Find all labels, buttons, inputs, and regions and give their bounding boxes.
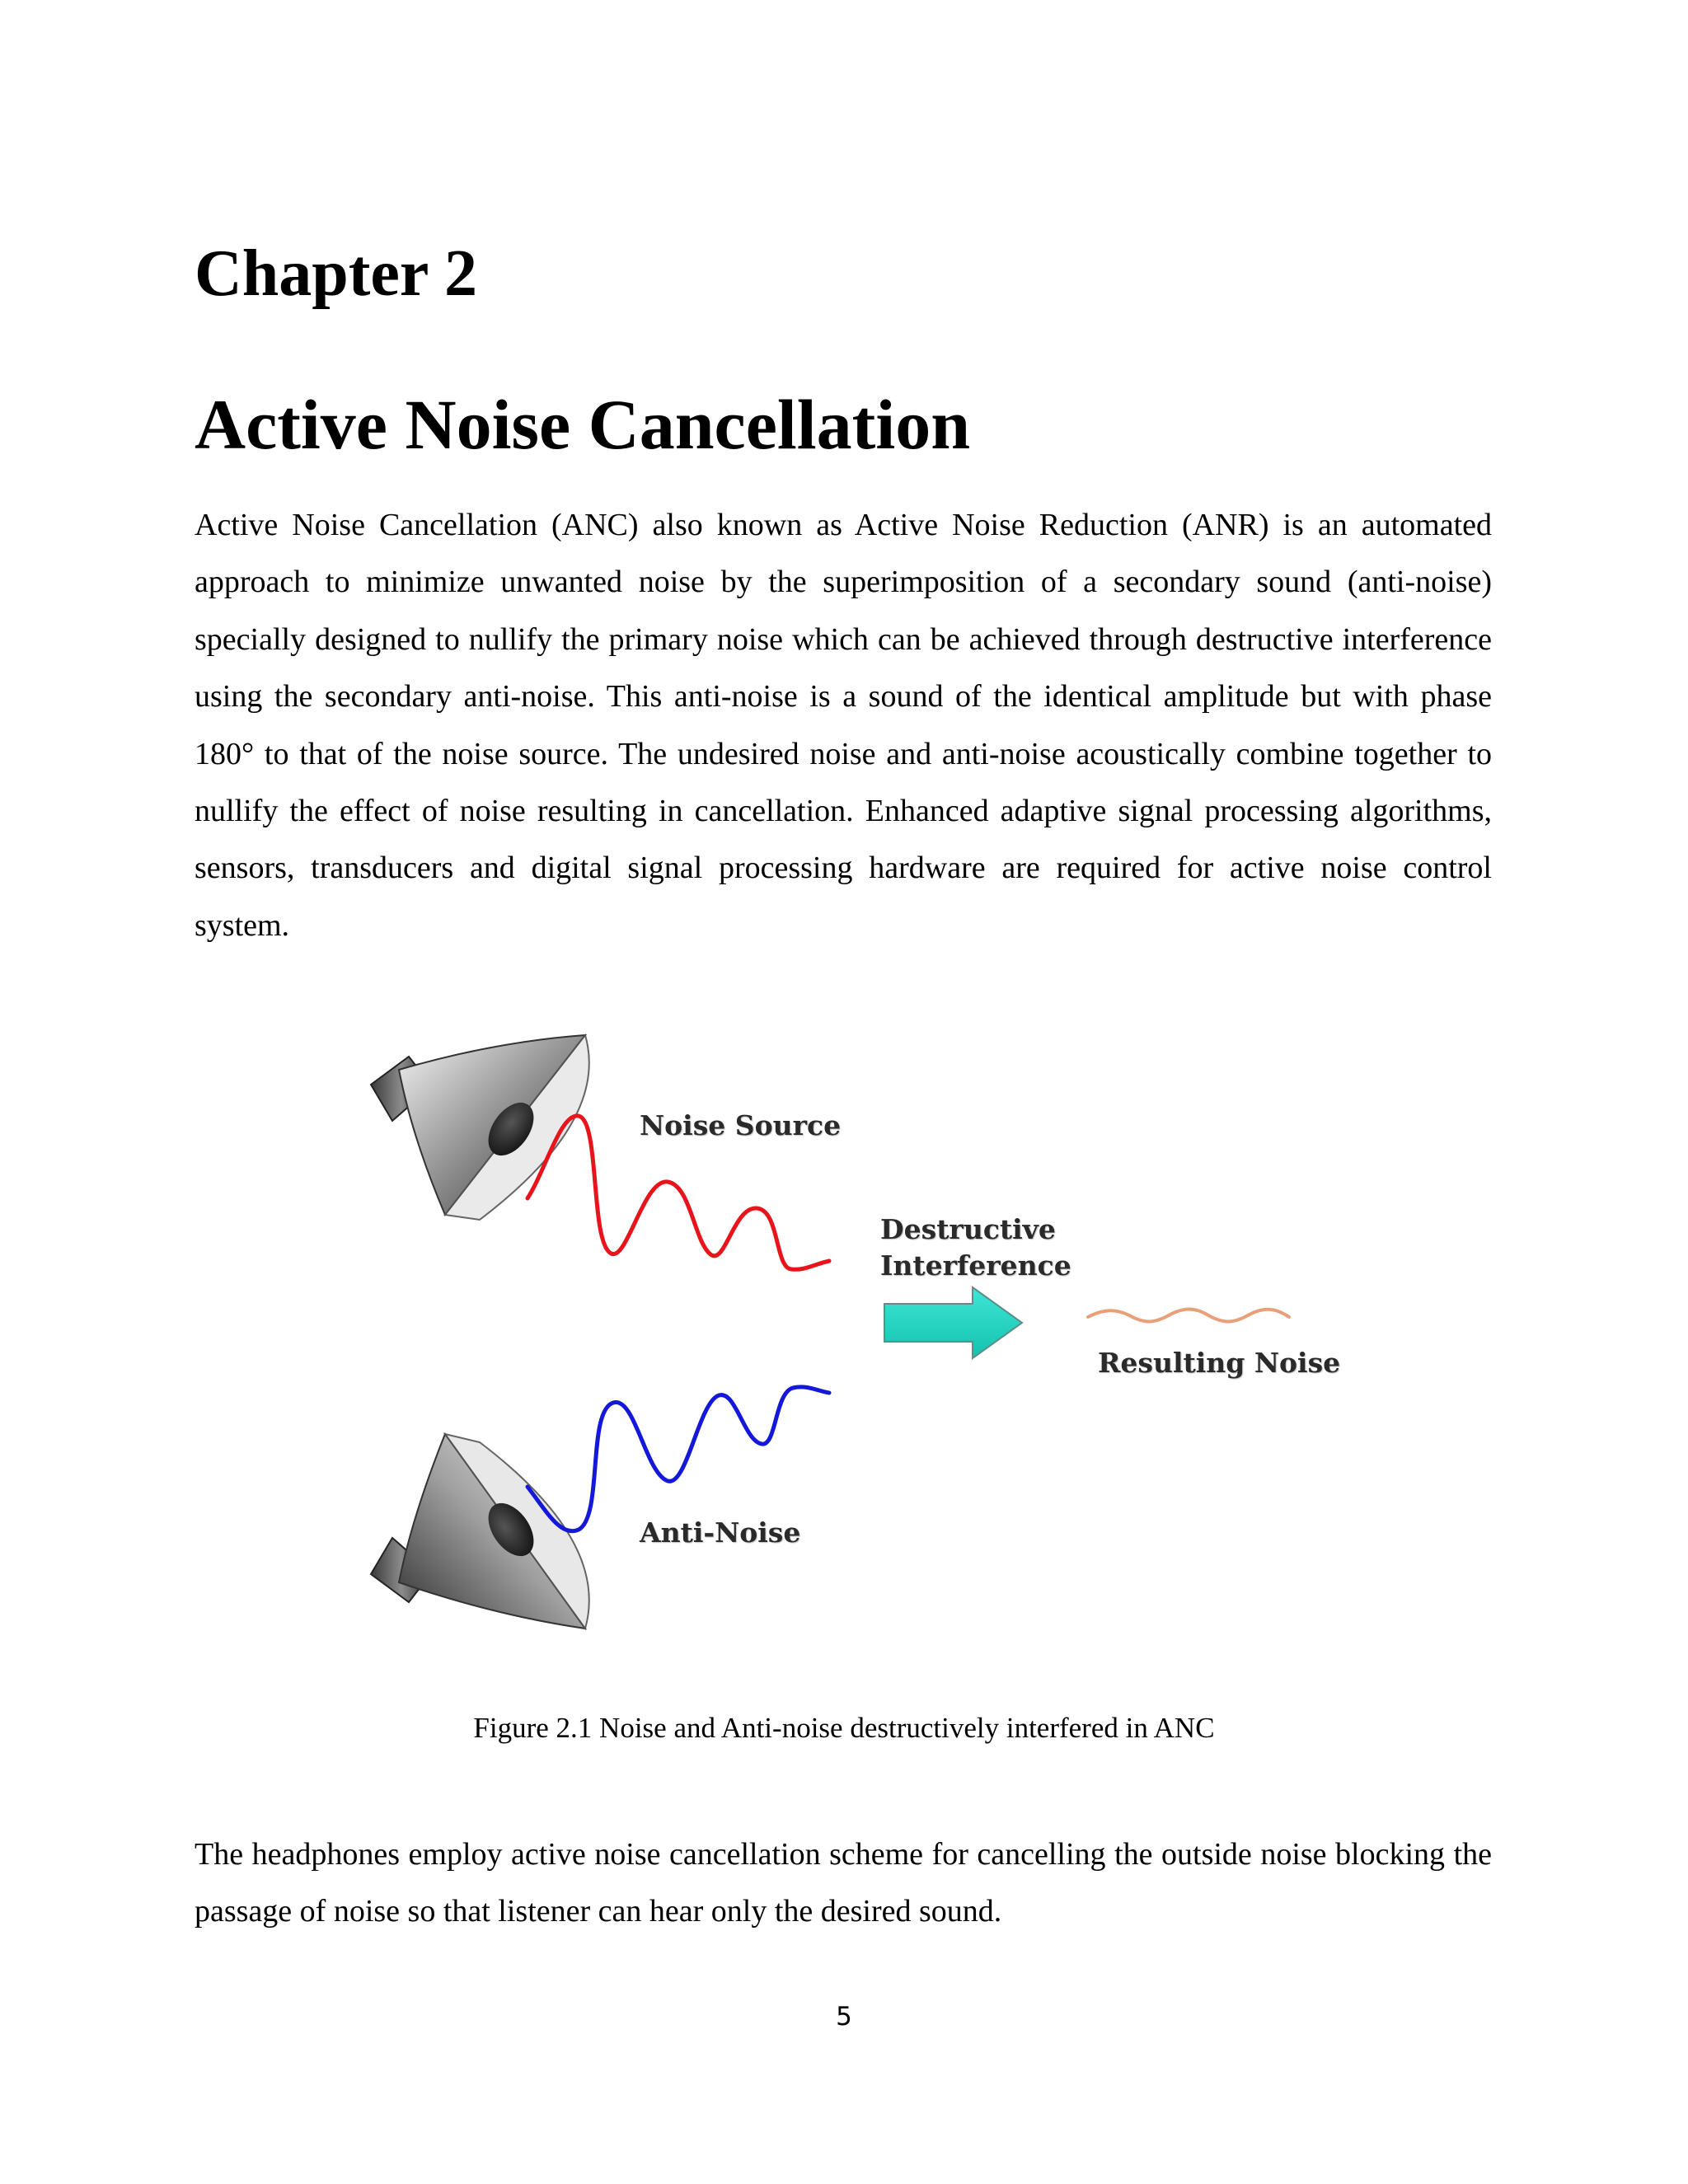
page-number: 5 xyxy=(836,2002,852,2032)
anti-noise-label: Anti-Noise xyxy=(640,1516,801,1549)
noise-speaker-icon xyxy=(371,1035,589,1220)
anti-noise-wave xyxy=(528,1387,829,1531)
figure-caption: Figure 2.1 Noise and Anti-noise destructively interfered in ANC xyxy=(473,1712,1215,1744)
noise-source-label: Noise Source xyxy=(640,1109,842,1141)
resulting-noise-label: Resulting Noise xyxy=(1098,1347,1341,1379)
body-paragraph-1: Active Noise Cancellation (ANC) also known as Active Noise Reduction (ANR) is an automated approach to minimize unwanted noise by the superimposition of a secondary sound (anti-noise) specially designed to nullify the primary noise which can be achieved through destructive interference using the secondary anti-noise. This anti-noise is a sound of the identical amplitude but with phase 180° to that of the noise source. The undesired noise and anti-noise acoustically combine together to nullify the effect of noise resulting in cancellation. Enhanced adaptive signal processing algorithms, sensors, transducers and digital signal processing hardware are required for active noise control system. xyxy=(195,508,1492,943)
destructive-interference-label xyxy=(880,1212,1071,1283)
anc-figure xyxy=(363,1005,1352,1665)
interference-arrow-icon xyxy=(884,1287,1022,1358)
anti-noise-speaker-icon xyxy=(371,1434,589,1629)
resulting-noise-wave xyxy=(1088,1310,1289,1322)
destructive-label-line1: Destructive xyxy=(880,1213,1056,1245)
anc-diagram xyxy=(363,1005,1352,1665)
destructive-label-line2: Interference xyxy=(880,1249,1071,1282)
body-paragraph-2: The headphones employ active noise cancellation scheme for cancelling the outside noise blocking the passage of noise so that listener can hear only the desired sound. xyxy=(195,1837,1492,1929)
chapter-number: Chapter 2 xyxy=(195,237,477,310)
chapter-title: Active Noise Cancellation xyxy=(195,385,971,464)
